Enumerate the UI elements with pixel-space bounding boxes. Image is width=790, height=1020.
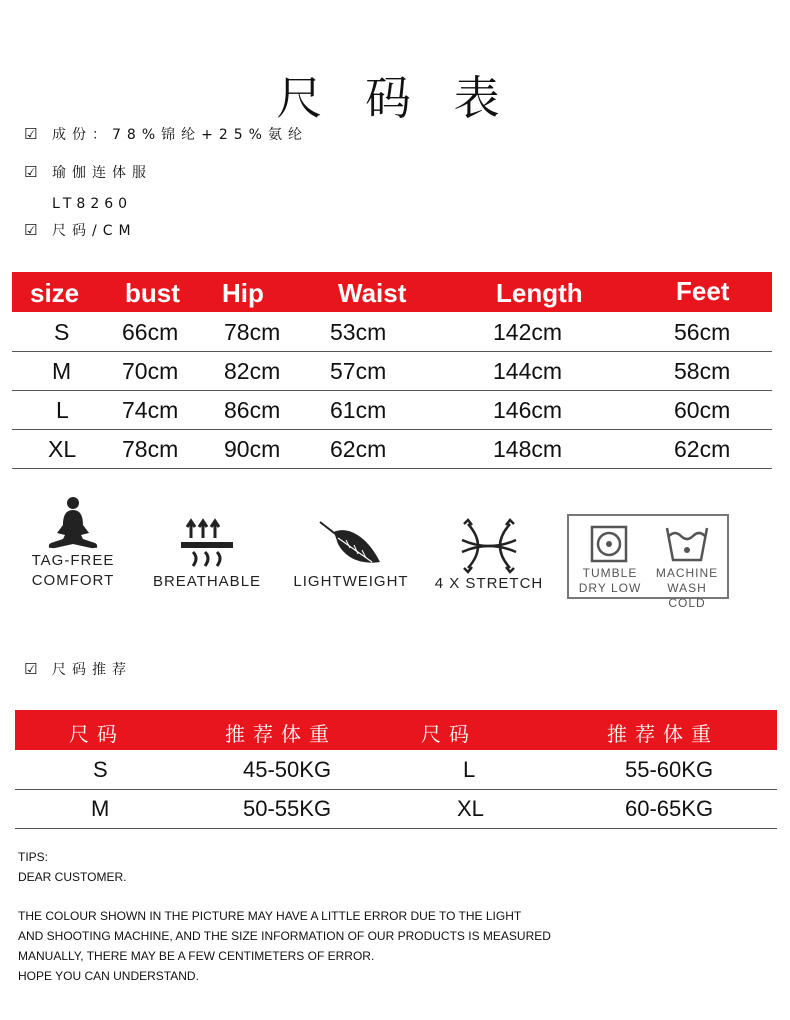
cell-bust: 70cm	[122, 358, 179, 384]
feature-tag-free	[28, 495, 118, 591]
care-box	[567, 514, 729, 610]
cell-waist: 61cm	[330, 397, 387, 423]
table-row	[15, 750, 777, 790]
cell-size: XL	[457, 796, 484, 821]
cell-bust: 78cm	[122, 436, 179, 462]
stretch-arrows-icon	[454, 518, 524, 574]
model-line	[52, 196, 132, 212]
cell-bust: 74cm	[122, 397, 179, 423]
tumble-label	[575, 566, 645, 596]
tips-line: THE COLOUR SHOWN IN THE PICTURE MAY HAVE A LITTLE ERROR DUE TO THE LIGHT	[18, 909, 522, 923]
header-size: size	[30, 278, 80, 308]
header-hip: Hip	[222, 278, 264, 308]
product-text: 瑜伽连体服	[52, 165, 152, 181]
header-size-2: 尺码	[421, 722, 477, 746]
weight-table-header	[15, 710, 777, 750]
feature-breathable	[152, 518, 262, 592]
header-length: Length	[496, 278, 583, 308]
recommend-line	[24, 659, 132, 679]
recommend-text: 尺码推荐	[52, 662, 132, 678]
cell-size: S	[93, 757, 108, 782]
unit-line	[24, 220, 137, 240]
tips-line: AND SHOOTING MACHINE, AND THE SIZE INFORMATION OF OUR PRODUCTS IS MEASURED	[18, 929, 551, 943]
cell-weight: 55-60KG	[625, 757, 714, 782]
cell-length: 146cm	[493, 397, 563, 423]
model-text: LT8260	[52, 196, 133, 212]
feather-icon	[316, 518, 386, 570]
unit-text: 尺码/CM	[52, 223, 137, 239]
cell-weight: 45-50KG	[243, 757, 332, 782]
cell-weight: 60-65KG	[625, 796, 714, 821]
feature-stretch	[434, 518, 544, 594]
cell-hip: 82cm	[224, 358, 281, 384]
cell-size: L	[56, 397, 69, 423]
product-line	[24, 162, 152, 182]
size-table-header	[12, 272, 772, 312]
cell-feet: 58cm	[674, 358, 731, 384]
cell-hip: 78cm	[224, 319, 281, 345]
cell-size: M	[52, 358, 72, 384]
cell-weight: 50-55KG	[243, 796, 332, 821]
tips-label: TIPS:	[18, 850, 49, 864]
tag-free-label-1: TAG-FREE	[31, 552, 115, 569]
wash-label	[647, 566, 727, 611]
wash-label-2: WASH COLD	[667, 581, 707, 610]
table-row	[12, 351, 772, 391]
composition-line	[24, 124, 308, 144]
check-icon: ☑	[24, 660, 38, 678]
tips-line: MANUALLY, THERE MAY BE A FEW CENTIMETERS OF ERROR.	[18, 949, 375, 963]
table-row	[12, 429, 772, 469]
check-icon: ☑	[24, 163, 38, 181]
machine-wash-icon	[665, 524, 709, 564]
cell-length: 144cm	[493, 358, 563, 384]
header-size-1: 尺码	[69, 722, 125, 746]
cell-feet: 60cm	[674, 397, 731, 423]
stretch-label: 4 X STRETCH	[434, 575, 544, 592]
header-feet: Feet	[676, 276, 730, 306]
cell-size: S	[54, 319, 70, 345]
header-weight-1: 推荐体重	[225, 722, 337, 746]
breathable-fabric-icon	[177, 518, 237, 570]
feature-lightweight	[292, 518, 410, 592]
page-title: 尺 码 表	[276, 71, 514, 125]
header-waist: Waist	[338, 278, 407, 308]
header-bust: bust	[125, 278, 180, 308]
cell-length: 142cm	[493, 319, 563, 345]
cell-waist: 62cm	[330, 436, 387, 462]
header-weight-2: 推荐体重	[607, 722, 719, 746]
cell-feet: 62cm	[674, 436, 731, 462]
cell-size: M	[91, 796, 110, 821]
wash-label-1: MACHINE	[655, 566, 719, 580]
yoga-pose-icon	[43, 495, 103, 551]
cell-hip: 90cm	[224, 436, 281, 462]
table-row	[12, 390, 772, 430]
cell-hip: 86cm	[224, 397, 281, 423]
cell-feet: 56cm	[674, 319, 731, 345]
cell-waist: 57cm	[330, 358, 387, 384]
tips-line: HOPE YOU CAN UNDERSTAND.	[18, 969, 199, 983]
cell-size: XL	[48, 436, 77, 462]
breathable-label: BREATHABLE	[152, 573, 262, 590]
composition-text: 成份：78%锦纶+25%氨纶	[52, 127, 308, 143]
cell-size: L	[463, 757, 476, 782]
check-icon: ☑	[24, 221, 38, 239]
tag-free-label-2: COMFORT	[31, 572, 115, 589]
table-row	[12, 312, 772, 352]
table-row	[15, 789, 777, 829]
tumble-label-2: DRY LOW	[578, 581, 642, 595]
tumble-dry-icon	[589, 524, 629, 564]
lightweight-label: LIGHTWEIGHT	[293, 573, 409, 590]
cell-waist: 53cm	[330, 319, 387, 345]
tips-greeting: DEAR CUSTOMER.	[18, 870, 127, 884]
cell-bust: 66cm	[122, 319, 179, 345]
check-icon: ☑	[24, 125, 38, 143]
cell-length: 148cm	[493, 436, 563, 462]
tumble-label-1: TUMBLE	[582, 566, 638, 580]
